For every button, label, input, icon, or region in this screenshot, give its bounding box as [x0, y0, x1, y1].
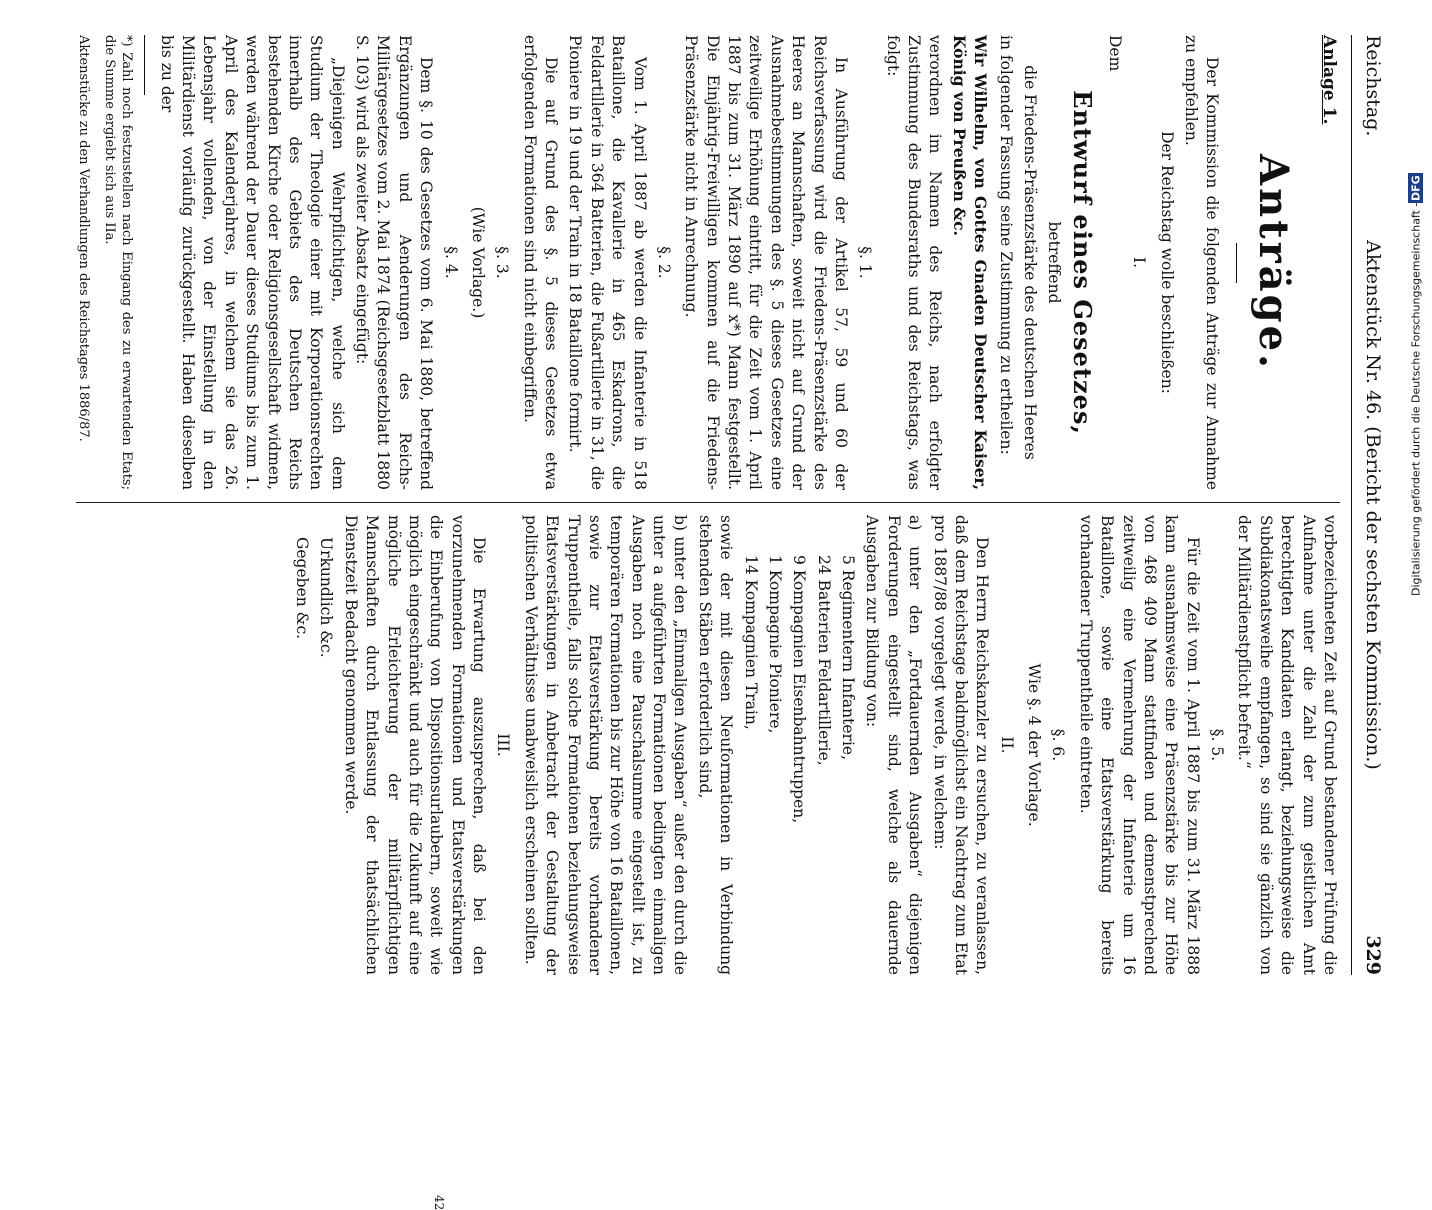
- continuation-text: vorbezeichneten Zeit auf Grund bestandener Prüfung die Aufnahme unter die Zahl der zum geistlichen Amt berechtigten Kandidaten erlangt, beziehungsweise die Subdiakonatsweihe empfangen, so sind sie gänzlich von der Militärdienstpflicht befreit.“: [1235, 515, 1339, 975]
- para3-text: (Wie Vorlage.): [469, 206, 487, 319]
- roman-two: II.: [997, 736, 1016, 754]
- para4-text: Dem §. 10 des Gesetzes vom 6. Mai 1880, betreffend Ergänzungen und Aenderungen des Reichs-Militärgesetzes vom 2. Mai 1874 (Reichsgesetzblatt 1880 S. 103) wird als zweiter Absatz eingefügt:: [353, 35, 436, 490]
- gegeben: Gegeben &c.: [293, 537, 312, 640]
- list-item: 24 Batterien Feldartillerie,: [814, 555, 833, 766]
- right-column: [288, 515, 1340, 975]
- title-rule: [1236, 243, 1237, 283]
- left-column: [71, 35, 1340, 490]
- para3-head: §. 3.: [493, 246, 512, 279]
- ii-b: b) unter den „Einmaligen Ausgaben“ außer den durch die unter a aufgeführten Formationen bedingten einmaligen Ausgaben noch eine Pauschalsumme eingestellt ist, zu temporären Formationen bis zur Höhe von 16 Bataillonen, sowie zur Etatsverstärkung bereits vorhandener Truppentheile, falls solche Formationen beziehungsweise Etatsverstärkungen in Anbetracht der Gestaltung der politischen Verhältnisse unabweislich erscheinen sollten.: [521, 515, 690, 975]
- ii-a-tail: sowie der mit diesen Neuformationen in Verbindung stehenden Stäben erforderlich sind,: [695, 515, 736, 975]
- reichstag-beschliessen: Der Reichstag wolle beschließen:: [1157, 131, 1176, 394]
- roman-one: I.: [1130, 256, 1149, 269]
- list-item: 1 Kompagnie Pioniere,: [766, 555, 784, 734]
- footnote-source: Aktenstücke zu den Verhandlungen des Reichstages 1886/87.: [75, 35, 91, 442]
- credit-text: Digitalisierung gefördert durch die Deutsche Forschungsgemeinschaft -: [1409, 202, 1423, 596]
- urkundlich: Urkundlich &c.: [317, 537, 336, 658]
- verordnen-text: verordnen im Namen des Reichs, nach erfolgter Zustimmung des Bundesraths und des Reichstags, was folgt:: [883, 35, 945, 490]
- para1-text: In Ausführung der Artikel 57, 59 und 60 der Reichsverfassung wird die Friedens-Präsenzstärke des Heeres an Mannschaften, soweit nicht auf Grund der Ausnahmebestimmungen des §. 5 dieses Gesetzes eine zeitweilige Erhöhung eintritt, für die Zeit vom 1. April 1887 bis zum 31. März 1890 auf x*) Mann festgestellt. Die Einjährig-Freiwilligen kommen auf die Friedens-Präsenzstärke nicht in Anrechnung.: [682, 35, 850, 490]
- iii-text: Die Erwartung auszusprechen, daß bei den vorzunehmenden Formationen und Etatsverstärkungen die Einberufung von Dispositionsurlaubern, soweit wie möglich eingeschränkt und auch für die Zukunft auf eine mögliche Erleichterung der militärpflichtigen Mannschaften durch Entlassung der thatsächlichen Dienstzeit Bedacht genommen werde.: [341, 515, 489, 975]
- footnote: *) Zahl noch festzustellen nach Eingang des zu erwartenden Etats; die Summe ergiebt sich aus IIa.: [102, 35, 135, 490]
- sheet-number: 42: [432, 1195, 446, 1210]
- entwurf-title: Entwurf eines Gesetzes,: [1068, 90, 1098, 435]
- header-title: Aktenstück Nr. 46. (Bericht der sechsten Kommission.): [1362, 240, 1384, 770]
- footnote-rule: [144, 35, 145, 95]
- para5-text: Für die Zeit vom 1. April 1887 bis zum 31. März 1888 kann ausnahmsweise eine Präsenzstärke bis zur Höhe von 468 409 Mann stattfinden und demenstprechend zeitweilig eine Vermehrung der Infanterie um 16 Bataillone, sowie eine Etatsverstärkung bereits vorhandener Truppentheile eintreten.: [1076, 515, 1202, 975]
- para6-text: Wie §. 4 der Vorlage.: [1025, 663, 1044, 827]
- dfg-logo: DFG: [1409, 174, 1423, 201]
- ii-a: a) unter den „Fortdauernden Ausgaben“ diejenigen Forderungen eingestellt sind, welche als dauernde Ausgaben zur Bildung von:: [863, 515, 925, 975]
- subject: die Friedens-Präsenzstärke des deutschen Heeres: [1021, 65, 1039, 460]
- para4-quote: „Diejenigen Wehrpflichtigen, welche sich dem Studium der Theologie einer mit Korporationsrechten innerhalb des Gebiets des Deutschen Reichs bestehenden Kirche oder Religionsgesellschaft widmen, werden während der Dauer dieses Studiums bis zum 1. April des Kalenderjahres, in welchem sie das 26. Lebensjahr vollenden, von der Einstellung in den Militärdienst vorläufig zurückgestellt. Haben dieselben bis zu der: [157, 35, 347, 490]
- list-item: 5 Regimentern Infanterie,: [839, 555, 858, 761]
- fassung-text: in folgender Fassung seine Zustimmung zu ertheilen:: [996, 35, 1015, 455]
- anlage-label: Anlage 1.: [1319, 35, 1339, 125]
- para2-text: Vom 1. April 1887 ab werden die Infanterie in 518 Bataillone, die Kavallerie in 465 Eskadrons, die Feldartillerie in 364 Batterien, die Fußartillerie in 31, die Pioniere in 19 und der Train in 18 Bataillone formirt.: [566, 35, 649, 490]
- list-item: 9 Kompagnien Eisenbahntruppen,: [790, 555, 809, 824]
- wir-wilhelm: Wir Wilhelm, von Gottes Gnaden Deutscher Kaiser, König von Preußen &c.: [949, 35, 991, 490]
- ii-text: Den Herrn Reichskanzler zu ersuchen, zu veranlassen, daß dem Reichstage baldmöglichst ein Nachtrag zum Etat pro 1887/88 vorgelegt werde, in welchem:: [930, 515, 992, 975]
- column-separator: [76, 502, 1340, 503]
- para2-head: §. 2.: [655, 246, 673, 279]
- para2-text2: Die auf Grund des §. 5 dieses Gesetzes etwa erfolgenden Formationen sind nicht einbegriffen.: [520, 35, 561, 490]
- betreffend: betreffend: [1045, 221, 1064, 304]
- roman-three: III.: [494, 733, 513, 757]
- document-title: Anträge.: [1249, 154, 1297, 371]
- para4-head: §. 4.: [441, 246, 460, 279]
- para1-head: §. 1.: [856, 246, 875, 279]
- header-left: Reichstag.: [1362, 35, 1384, 137]
- intro-text: Der Kommission die folgenden Anträge zur Annahme zu empfehlen.: [1181, 35, 1222, 490]
- para6-head: §. 6.: [1049, 728, 1068, 762]
- formation-list: [739, 555, 858, 975]
- digitization-credit: [1404, 8, 1428, 596]
- para5-head: §. 5.: [1208, 728, 1227, 762]
- header-rule: [1351, 35, 1352, 975]
- list-item: 14 Kompagnien Train,: [741, 555, 760, 730]
- page-header: [1354, 35, 1388, 975]
- dem-label: Dem: [1105, 35, 1124, 72]
- page-number: 329: [1362, 935, 1384, 975]
- document-page: [36, 15, 1396, 1210]
